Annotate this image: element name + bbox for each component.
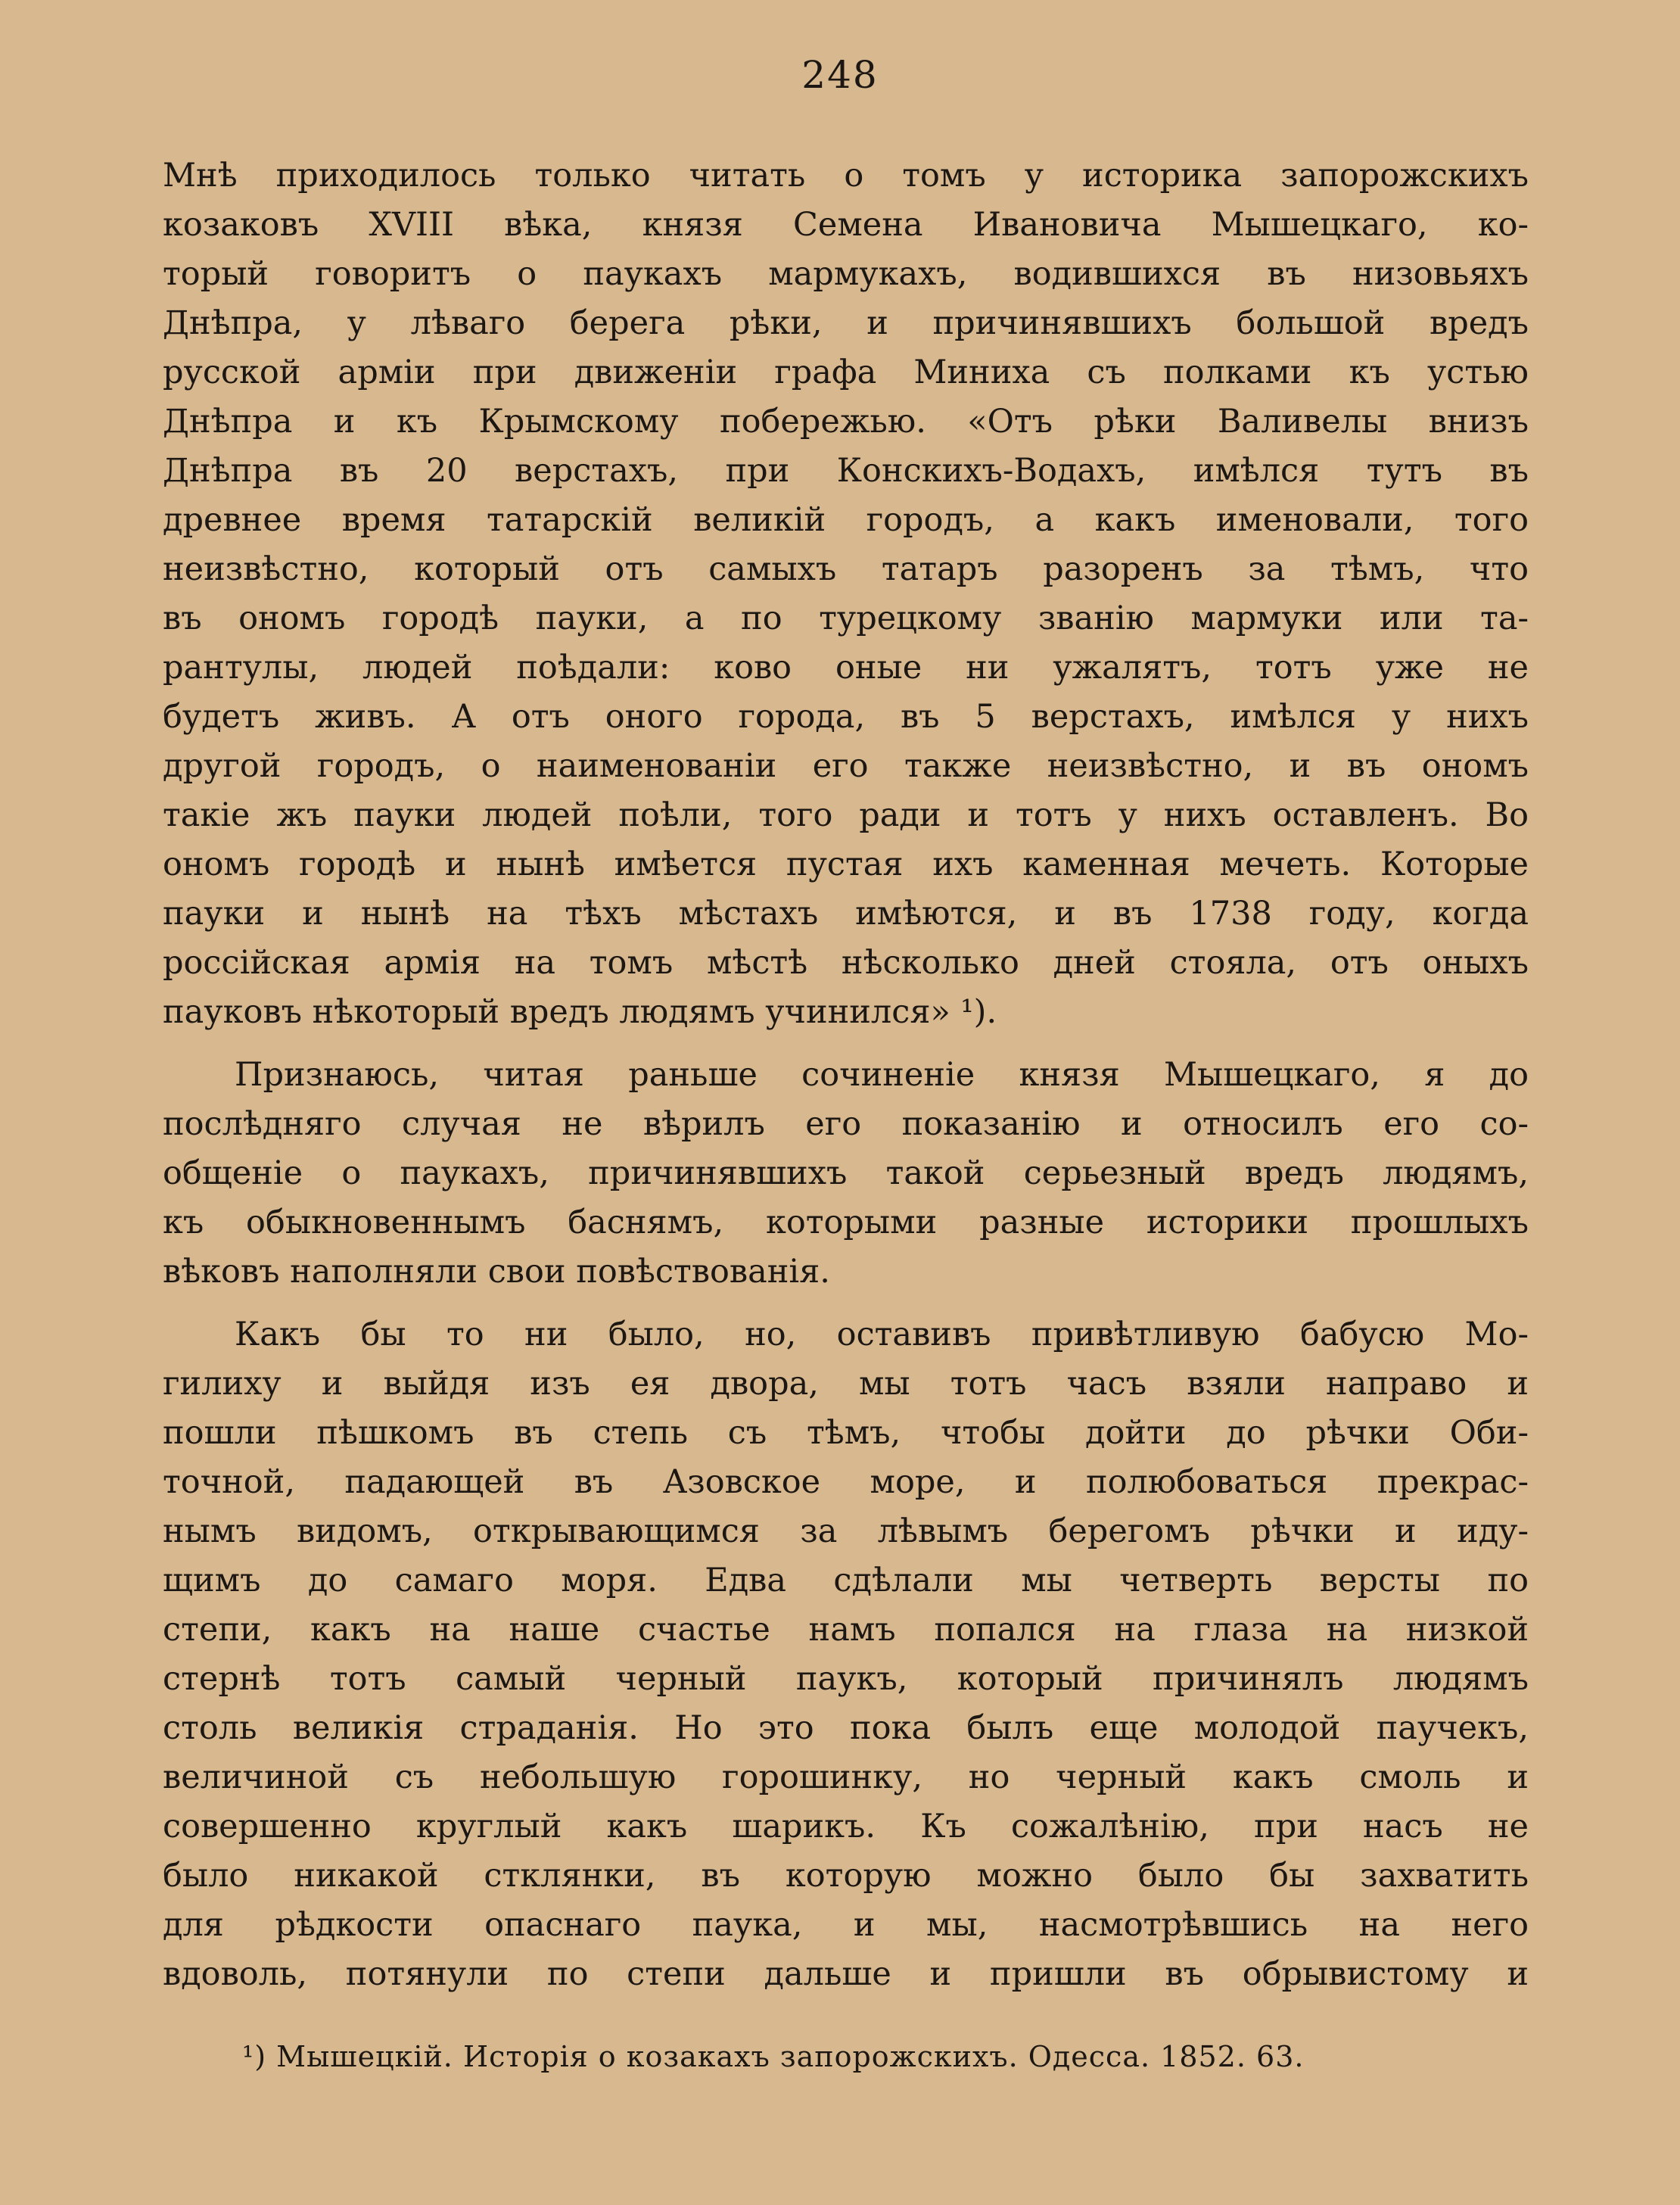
text-line: пауки и нынѣ на тѣхъ мѣстахъ имѣются, и въ 1738 году, когда xyxy=(163,895,1529,933)
paragraph xyxy=(163,1051,1529,1297)
text-line: степи, какъ на наше счастье намъ попался на глаза на низкой xyxy=(163,1611,1529,1649)
text-line: совершенно круглый какъ шарикъ. Къ сожалѣнію, при насъ не xyxy=(163,1808,1529,1845)
text-line: вдоволь, потянули по степи дальше и пришли въ обрывистому и xyxy=(163,1955,1529,1993)
text-line: Днѣпра въ 20 верстахъ, при Конскихъ-Водахъ, имѣлся тутъ въ xyxy=(163,452,1529,490)
footnote xyxy=(242,2040,1304,2073)
text-line: къ обыкновеннымъ баснямъ, которыми разные историки прошлыхъ xyxy=(163,1204,1529,1241)
text-line: пошли пѣшкомъ въ степь съ тѣмъ, чтобы дойти до рѣчки Оби- xyxy=(163,1414,1529,1452)
page-number: 248 xyxy=(801,53,879,97)
text-line: нымъ видомъ, открывающимся за лѣвымъ берегомъ рѣчки и иду- xyxy=(163,1512,1529,1550)
text-line: послѣдняго случая не вѣрилъ его показанію и относилъ его со- xyxy=(163,1105,1529,1143)
text-line: русской арміи при движеніи графа Миниха съ полками къ устью xyxy=(163,353,1529,391)
text-line: пауковъ нѣкоторый вредъ людямъ учинился» ¹). xyxy=(163,993,997,1031)
text-line: Днѣпра, у лѣваго берега рѣки, и причинявшихъ большой вредъ xyxy=(163,304,1529,342)
text-line: гилиху и выйдя изъ ея двора, мы тотъ часъ взяли направо и xyxy=(163,1365,1529,1403)
footnote-text: Мышецкій. Исторія о козакахъ запорожскихъ. Одесса. 1852. 63. xyxy=(276,2040,1305,2073)
text-line: вѣковъ наполняли свои повѣствованія. xyxy=(163,1253,830,1291)
text-line: щимъ до самаго моря. Едва сдѣлали мы четверть версты по xyxy=(163,1562,1529,1599)
text-line: рантулы, людей поѣдали: ково оные ни ужалятъ, тотъ уже не xyxy=(163,649,1529,687)
text-line: Признаюсь, читая раньше сочиненіе князя Мышецкаго, я до xyxy=(235,1056,1529,1094)
text-line: общеніе о паукахъ, причинявшихъ такой серьезный вредъ людямъ, xyxy=(163,1154,1529,1192)
text-line: козаковъ XVIII вѣка, князя Семена Ивановича Мышецкаго, ко- xyxy=(163,206,1529,244)
text-line: ономъ городѣ и нынѣ имѣется пустая ихъ каменная мечеть. Которые xyxy=(163,846,1529,883)
paragraph xyxy=(163,151,1529,1037)
text-line: для рѣдкости опаснаго паука, и мы, насмотрѣвшись на него xyxy=(163,1906,1529,1944)
text-line: столь великія страданія. Но это пока былъ еще молодой паучекъ, xyxy=(163,1709,1529,1747)
text-line: такіе жъ пауки людей поѣли, того ради и тотъ у нихъ оставленъ. Во xyxy=(163,796,1529,834)
text-line: торый говоритъ о паукахъ мармукахъ, водившихся въ низовьяхъ xyxy=(163,255,1529,293)
footnote-marker: ¹) xyxy=(242,2040,267,2073)
paragraph xyxy=(163,1310,1529,1999)
text-line: древнее время татарскій великій городъ, а какъ именовали, того xyxy=(163,501,1529,539)
text-line: точной, падающей въ Азовское море, и полюбоваться прекрас- xyxy=(163,1463,1529,1501)
text-line: было никакой стклянки, въ которую можно было бы захватить xyxy=(163,1857,1529,1895)
body-text xyxy=(163,151,1529,1999)
text-line: Какъ бы то ни было, но, оставивъ привѣтливую бабусю Мо- xyxy=(235,1316,1529,1353)
text-line: въ ономъ городѣ пауки, а по турецкому званію мармуки или та- xyxy=(163,600,1529,637)
text-line: величиной съ небольшую горошинку, но черный какъ смоль и xyxy=(163,1758,1529,1796)
text-line: другой городъ, о наименованіи его также неизвѣстно, и въ ономъ xyxy=(163,747,1529,785)
text-line: будетъ живъ. А отъ оного города, въ 5 верстахъ, имѣлся у нихъ xyxy=(163,698,1529,736)
text-line: россійская армія на томъ мѣстѣ нѣсколько дней стояла, отъ оныхъ xyxy=(163,944,1529,982)
text-line: неизвѣстно, который отъ самыхъ татаръ разоренъ за тѣмъ, что xyxy=(163,550,1529,588)
text-line: стернѣ тотъ самый черный паукъ, который причинялъ людямъ xyxy=(163,1660,1529,1698)
text-line: Мнѣ приходилось только читать о томъ у историка запорожскихъ xyxy=(163,157,1529,195)
text-line: Днѣпра и къ Крымскому побережью. «Отъ рѣки Валивелы внизъ xyxy=(163,403,1529,441)
